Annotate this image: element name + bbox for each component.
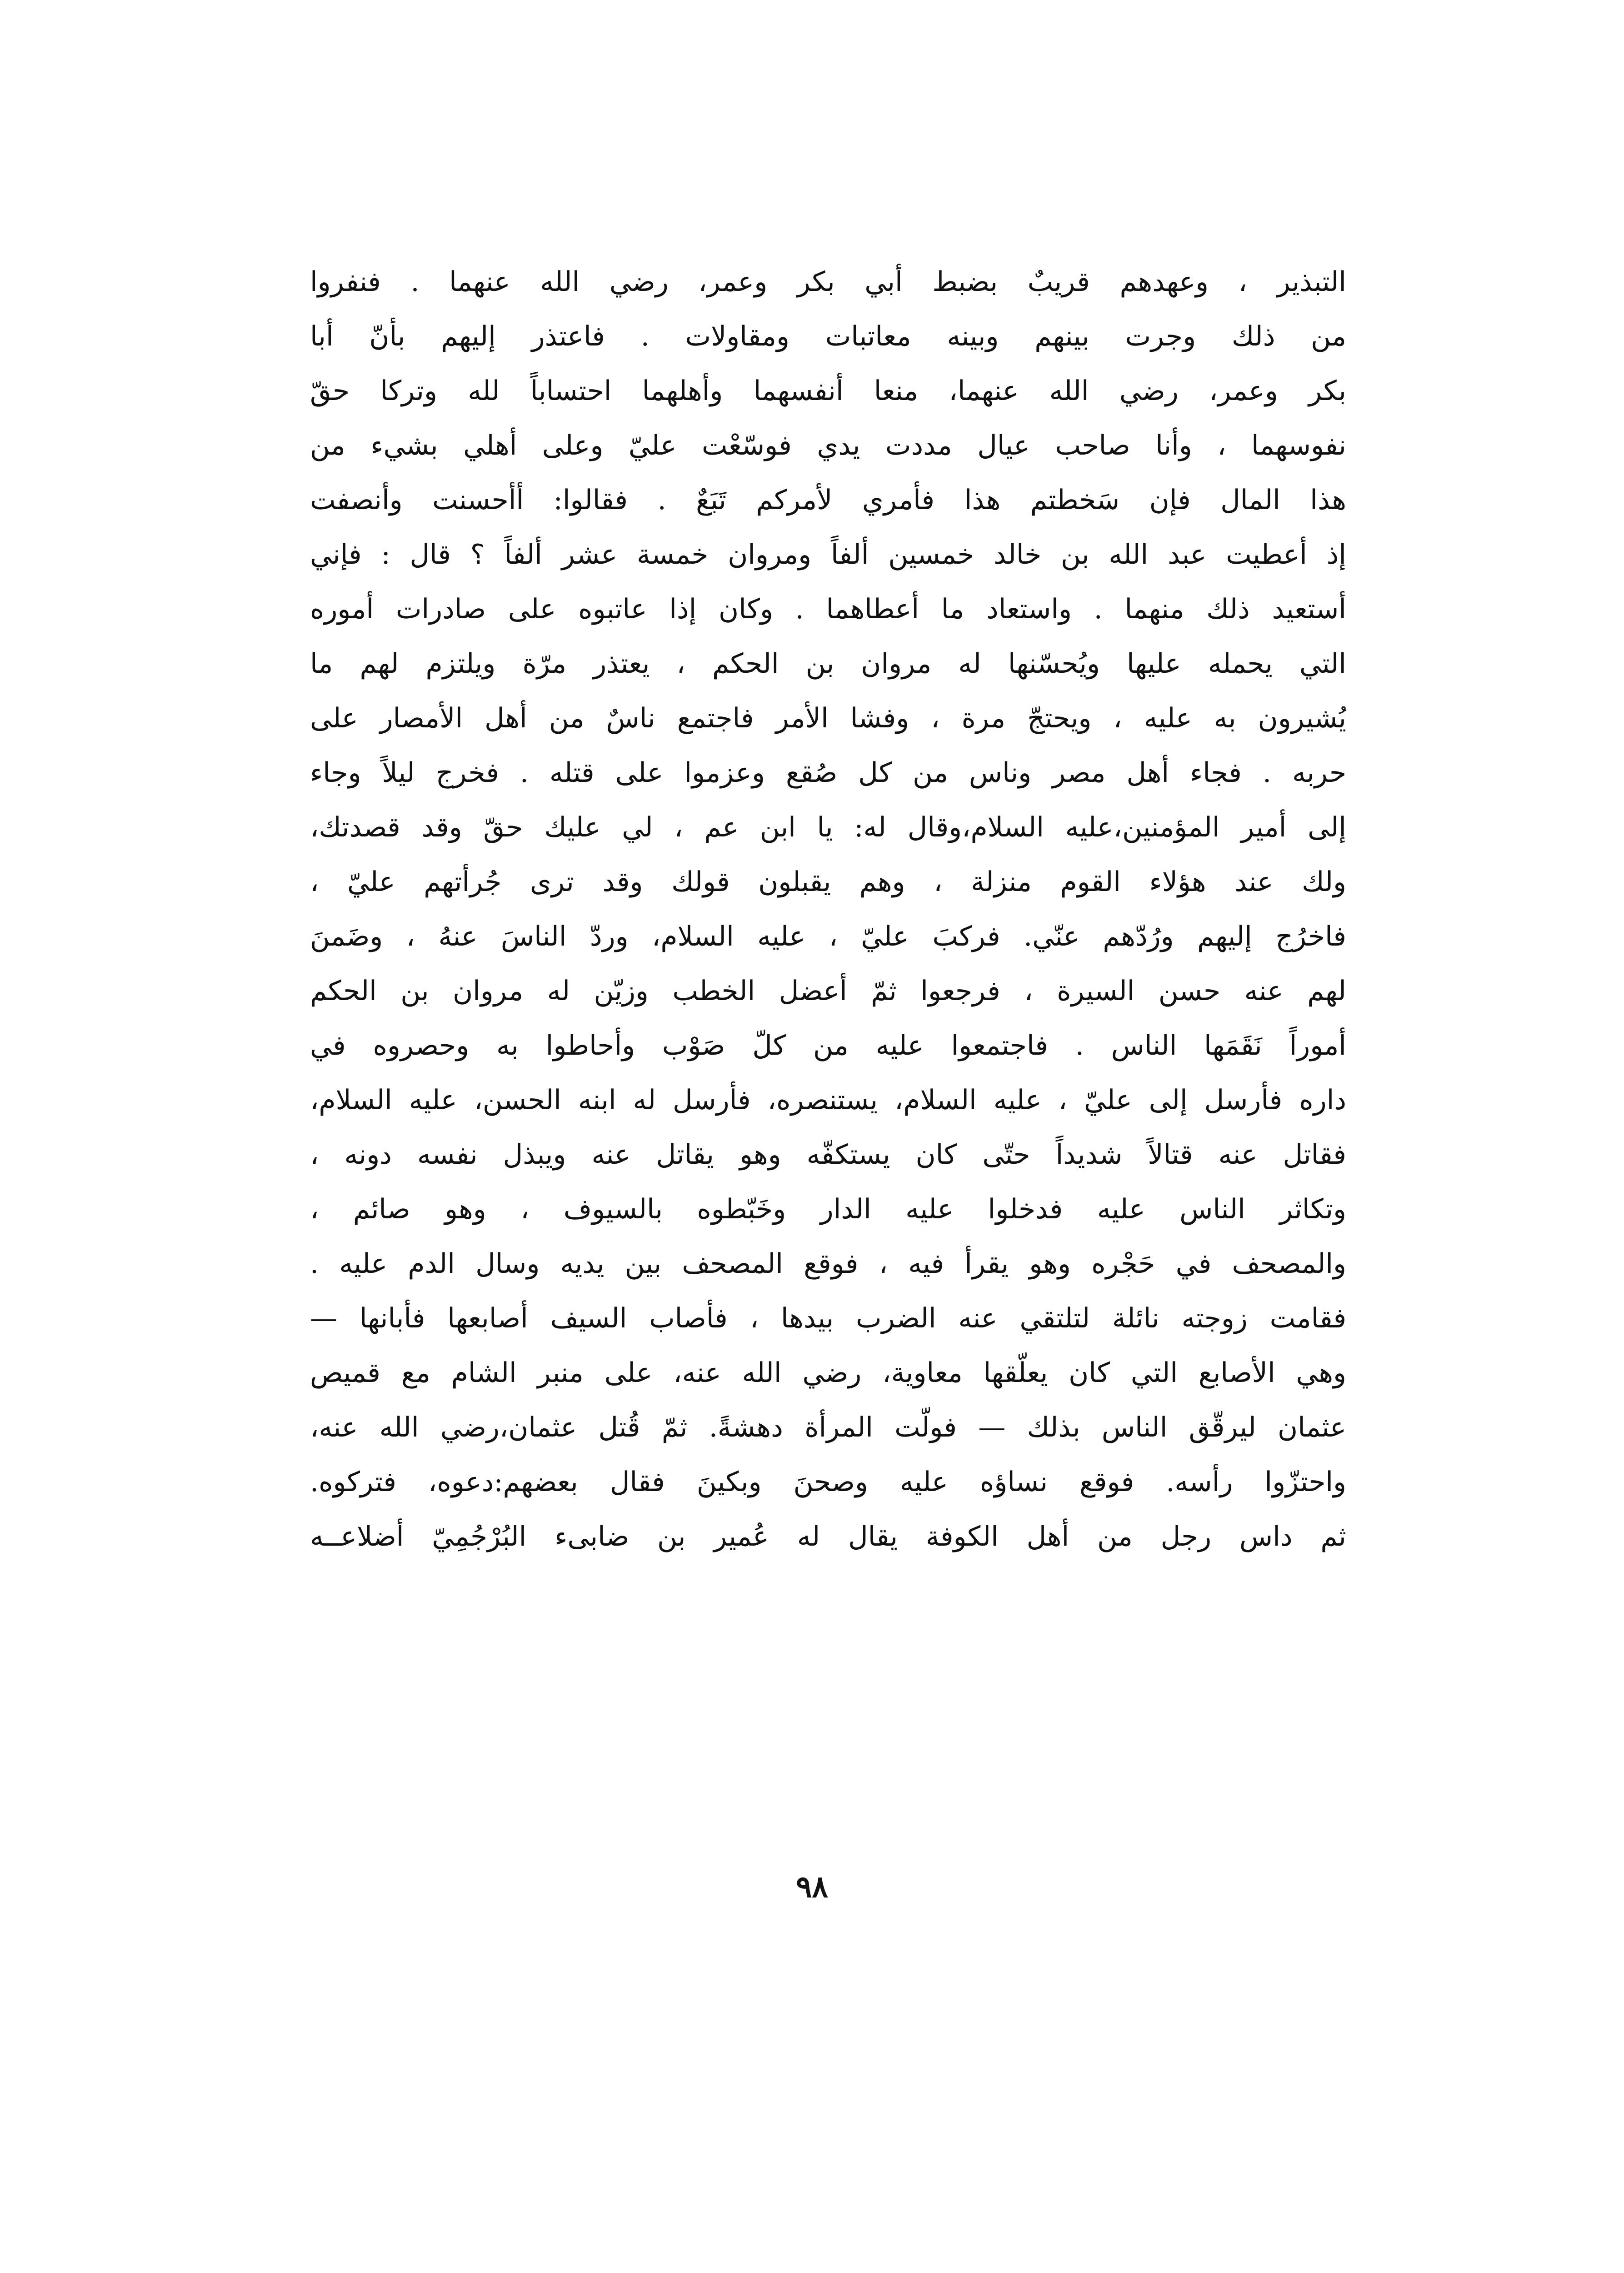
text-line: حربه . فجاء أهل مصر وناس من كل صُقع وعزموا على قتله . فخرج ليلاً وجاء [310,757,1346,789]
text-line: التي يحمله عليها ويُحسّنها له مروان بن الحكم ، يعتذر مرّة ويلتزم لهم ما [310,648,1346,680]
text-line: هذا المال فإن سَخطتم هذا فأمري لأمركم تَبَعٌ . فقالوا: أأحسنت وأنصفت [310,484,1346,516]
text-line: ولك عند هؤلاء القوم منزلة ، وهم يقبلون قولك وقد ترى جُرأتهم عليّ ، [310,866,1346,898]
body-text [310,255,1346,1564]
text-line: من ذلك وجرت بينهم وبينه معاتبات ومقاولات . فاعتذر إليهم بأنّ أبا [310,320,1346,352]
page-number: ٩٨ [796,1869,828,1904]
text-line: وهي الأصابع التي كان يعلّقها معاوية، رضي الله عنه، على منبر الشام مع قميص [310,1357,1346,1389]
text-line: واحتزّوا رأسه. فوقع نساؤه عليه وصحنَ وبكينَ فقال بعضهم:دعوه، فتركوه. [310,1466,1346,1498]
text-line: أموراً نَقَمَها الناس . فاجتمعوا عليه من كلّ صَوْب وأحاطوا به وحصروه في [310,1030,1346,1061]
text-line: والمصحف في حَجْره وهو يقرأ فيه ، فوقع المصحف بين يديه وسال الدم عليه . [310,1248,1346,1280]
text-line: نفوسهما ، وأنا صاحب عيال مددت يدي فوسّعْت عليّ وعلى أهلي بشيء من [310,430,1346,461]
text-line: وتكاثر الناس عليه فدخلوا عليه الدار وخَبّطوه بالسيوف ، وهو صائم ، [310,1193,1346,1225]
text-line: إلى أمير المؤمنين،عليه السلام،وقال له: يا ابن عم ، لي عليك حقّ وقد قصدتك، [310,811,1346,843]
text-line: أستعيد ذلك منهما . واستعاد ما أعطاهما . وكان إذا عاتبوه على صادرات أموره [310,593,1346,625]
text-line: التبذير ، وعهدهم قريبٌ بضبط أبي بكر وعمر، رضي الله عنهما . فنفروا [310,266,1346,298]
text-line: بكر وعمر، رضي الله عنهما، منعا أنفسهما وأهلهما احتساباً لله وتركا حقّ [310,375,1346,407]
text-line: فاخرُج إليهم ورُدّهم عنّي. فركبَ عليّ ، عليه السلام، وردّ الناسَ عنهُ ، وضَمنَ [310,921,1346,952]
text-line: إذ أعطيت عبد الله بن خالد خمسين ألفاً ومروان خمسة عشر ألفاً ؟ قال : فإني [310,539,1346,571]
text-line: عثمان ليرقّق الناس بذلك — فولّت المرأة دهشةً. ثمّ قُتل عثمان،رضي الله عنه، [310,1412,1346,1443]
text-line: فقامت زوجته نائلة لتلتقي عنه الضرب بيدها ، فأصاب السيف أصابعها فأبانها — [310,1302,1346,1334]
text-line: داره فأرسل إلى عليّ ، عليه السلام، يستنصره، فأرسل له ابنه الحسن، عليه السلام، [310,1084,1346,1116]
text-line: فقاتل عنه قتالاً شديداً حتّى كان يستكفّه وهو يقاتل عنه ويبذل نفسه دونه ، [310,1139,1346,1171]
text-line: ثم داس رجل من أهل الكوفة يقال له عُمير بن ضابىء البُرْجُمِيّ أضلاعــه [310,1521,1346,1552]
text-line: يُشيرون به عليه ، ويحتجّ مرة ، وفشا الأمر فاجتمع ناسٌ من أهل الأمصار على [310,702,1346,734]
text-line: لهم عنه حسن السيرة ، فرجعوا ثمّ أعضل الخطب وزيّن له مروان بن الحكم [310,975,1346,1007]
